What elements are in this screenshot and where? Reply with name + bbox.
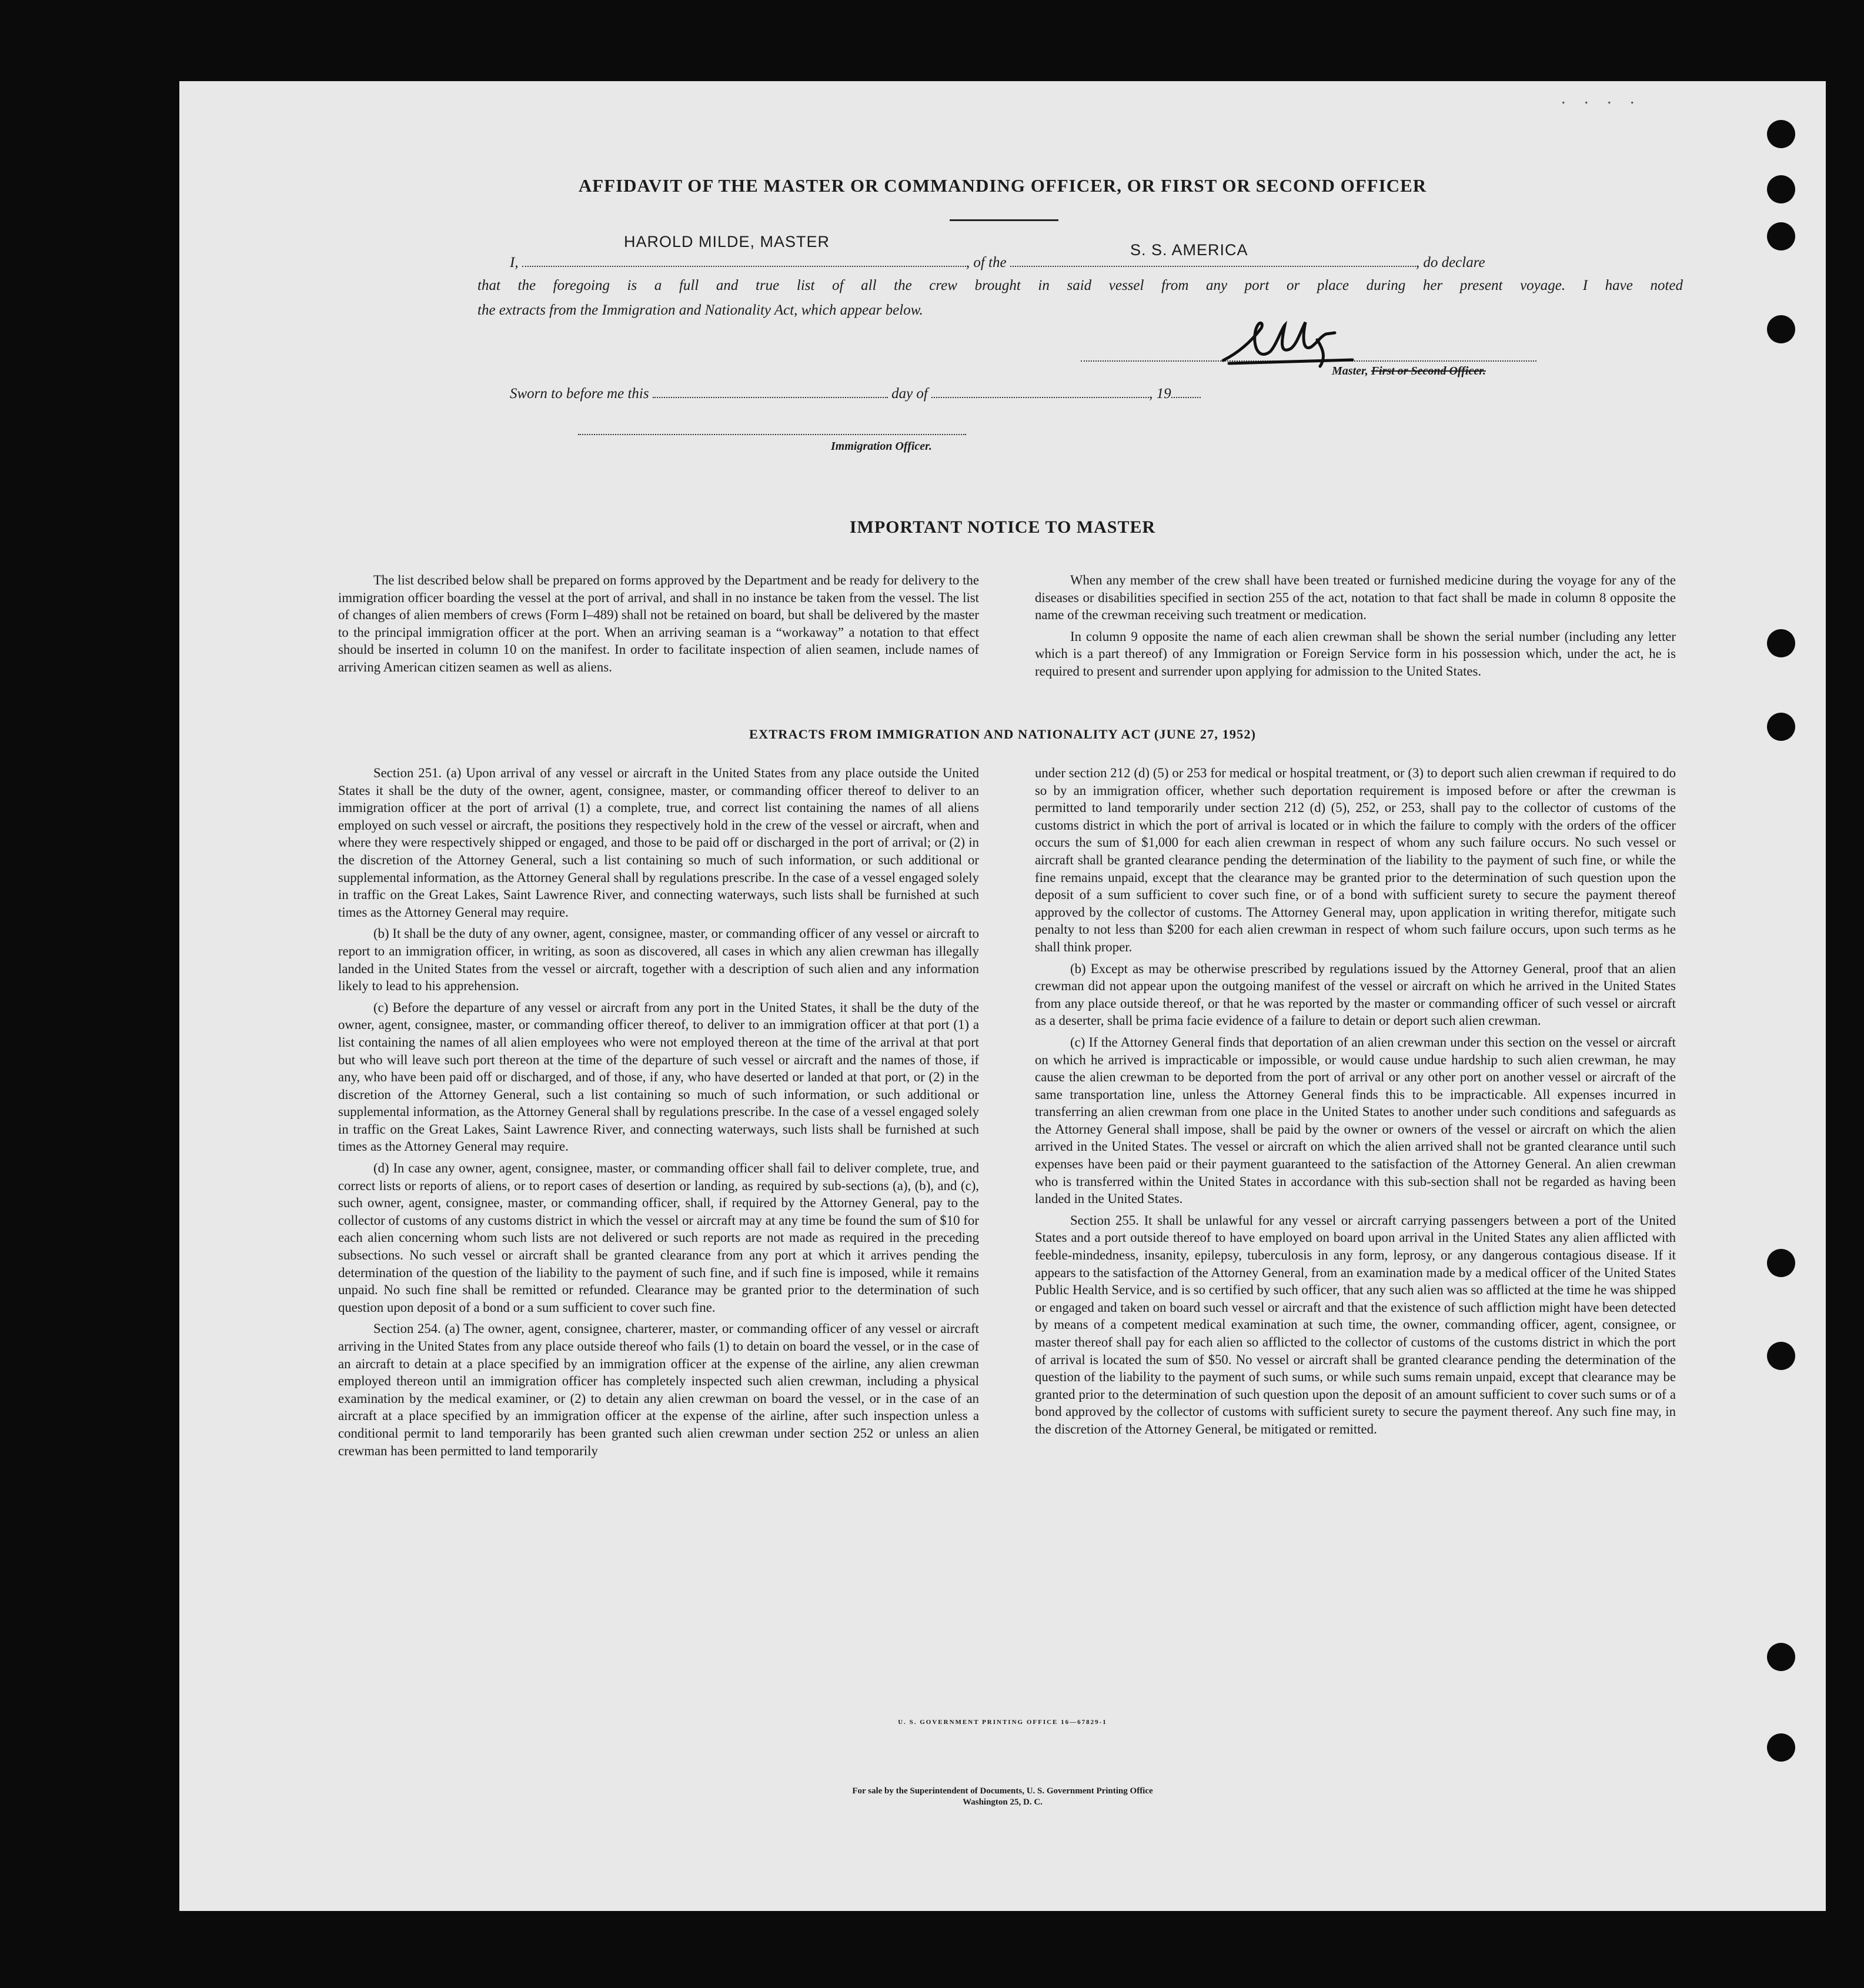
title-divider: [950, 219, 1058, 221]
gpo-imprint: U. S. GOVERNMENT PRINTING OFFICE 16—67829-1: [898, 1719, 1107, 1726]
statement-line-1: that the foregoing is a full and true list of all the crew brought in said vessel from any port or place during her present voyage. I have noted: [477, 278, 1683, 293]
for-sale-line-1: For sale by the Superintendent of Documents, U. S. Government Printing Office: [852, 1786, 1153, 1796]
punch-hole: [1767, 1643, 1795, 1671]
punch-hole: [1767, 1342, 1795, 1370]
struck-officer-text: First or Second Officer.: [1371, 365, 1486, 377]
declaration-line: [510, 253, 1485, 271]
notice-title: IMPORTANT NOTICE TO MASTER: [849, 517, 1156, 537]
section-251-a: Section 251. (a) Upon arrival of any vessel or aircraft in the United States from any place outside the United States it shall be the duty of the owner, agent, consignee, master, or commanding officer thereof to deliver to an immigration officer at the port of arrival (1) a complete, true, and correct list containing the names of all aliens employed on such vessel or aircraft, the positions they respectively hold in the crew of the vessel or aircraft, when and where they were respectively shipped or engaged, and those to be paid off or discharged in the port of arrival; or (2) in the discretion of the Attorney General, such a list containing so much of such information, or such additional or supplemental information, as the Attorney General shall by regulations prescribe. In the case of a vessel engaged solely in traffic on the Great Lakes, Saint Lawrence River, and connecting waterways, such lists shall be furnished at such times as the Attorney General may require.: [338, 766, 979, 920]
section-254-c: (c) If the Attorney General finds that deportation of an alien crewman under this section on the vessel or aircraft on which he arrived is impracticable or impossible, or would cause undue hardship to such alien crewman, he may cause the alien crewman to be deported from the port of arrival or any other port on another vessel or aircraft of the same transportation line, unless the Attorney General finds this to be impracticable. All expenses incurred in transferring an alien crewman from one place in the United States to another under such conditions and safeguards as the Attorney General shall impose, shall be paid by the owner or owners of the vessel or aircraft on which the alien arrived in the United States. The vessel or aircraft on which the alien arrived shall not be granted clearance until such expenses have been paid or their payment guaranteed to the satisfaction of the Attorney General. An alien crewman who is transferred within the United States in accordance with this sub-section shall not be regarded as having been landed in the United States.: [1035, 1034, 1676, 1207]
extracts-right-column: [1035, 764, 1676, 1442]
punch-hole: [1767, 120, 1795, 148]
sworn-day-field: [653, 384, 888, 398]
sworn-month-field: [931, 384, 1149, 398]
officer-signature-line: [578, 434, 966, 435]
punch-hole: [1767, 1733, 1795, 1762]
notice-right-paragraph-1: When any member of the crew shall have been treated or furnished medicine during the voyage for any of the diseases or disabilities specified in section 255 of the act, notation to that fact shall be made in column 8 opposite the name of the crewman receiving such treatment or medication.: [1035, 573, 1676, 623]
section-254-a-continued: under section 212 (d) (5) or 253 for medical or hospital treatment, or (3) to deport such alien crewman if required to do so by an immigration officer, whether such deportation requirement is imposed before or after the crewman is permitted to land temporarily under section 212 (d) (5), 252, or 253, shall pay to the collector of customs of the customs district in which the port of arrival is located or in which the failure to comply with the orders of the officer occurs the sum of $1,000 for each alien crewman in respect of whom any such failure occurs. No such vessel or aircraft shall be granted clearance pending the determination of the liability to the payment of such fine, or while the fine remains unpaid, except that the clearance may be granted prior to the determination of such question upon the deposit of a sum sufficient to cover such fine, or of a bond with sufficient surety to secure the payment thereof approved by the collector of customs. The Attorney General may, upon application in writing therefor, mitigate such penalty to not less than $200 for each alien crewman in respect of whom such failure occurs, upon such terms as he shall think proper.: [1035, 766, 1676, 954]
master-name-field: [522, 253, 966, 267]
for-sale-notice: [179, 1786, 1826, 1808]
punch-hole: [1767, 315, 1795, 343]
punch-hole: [1767, 222, 1795, 250]
do-declare-label: , do declare: [1415, 255, 1485, 270]
extracts-left-column: [338, 764, 979, 1464]
punch-hole: [1767, 175, 1795, 203]
notice-left-paragraph: The list described below shall be prepared on forms approved by the Department and be ready for delivery to the immigration officer boarding the vessel at the port of arrival, and shall in no instance be taken from the vessel. The list of changes of alien members of crews (Form I–489) shall not be retained on board, but shall be delivered by the master to the principal immigration officer at the port. When an arriving seaman is a “workaway” a notation to that effect should be inserted in column 10 on the manifest. In order to facilitate inspection of alien seamen, include names of arriving American citizen seamen as well as aliens.: [338, 573, 979, 674]
signature-caption: Master, First or Second Officer.: [1332, 365, 1486, 377]
section-251-c: (c) Before the departure of any vessel or aircraft from any port in the United States, it shall be the duty of the owner, agent, consignee, master, or commanding officer thereof, to deliver to an immigration officer at that port (1) a list containing the names of all alien employees who were not employed thereon at the time of the arrival at that port but who will leave such port thereon at the time of the departure of such vessel or aircraft and the names of those, if any, who have been paid off or discharged, and of those, if any, who have deserted or landed at that port, or (2) in the discretion of the Attorney General, such a list containing so much of such information, or such additional or supplemental information, as the Attorney General shall by regulations prescribe. In the case of a vessel engaged solely in traffic on the Great Lakes, Saint Lawrence River, and connecting waterways, such lists shall be furnished at such times as the Attorney General may require.: [338, 1000, 979, 1154]
section-255: Section 255. It shall be unlawful for any vessel or aircraft carrying passengers between a port of the United States and a port outside thereof to have employed on board upon arrival in the United States any alien afflicted with feeble-mindedness, insanity, epilepsy, tuberculosis in any form, leprosy, or any dangerous contagious disease. If it appears to the satisfaction of the Attorney General, from an examination made by a medical officer of the United States Public Health Service, and is so certified by such officer, that any such alien was so afflicted at the time he was shipped or engaged and taken on board such vessel or aircraft and that the existence of such affliction might have been detected by means of a competent medical examination at such time, the owner, commanding officer, agent, consignee, or master thereof shall pay for each alien so afflicted to the collector of customs of the customs district in which the port of arrival is located the sum of $50. No vessel or aircraft shall be granted clearance pending the determination of the question of the liability to the payment of such sums, or while such sums remain unpaid, except that clearance may be granted prior to the determination of such question upon the deposit of an amount sufficient to cover such sums or of a bond approved by the collector of customs with sufficient surety to secure the payment thereof. Any such fine may, in the discretion of the Attorney General, be mitigated or remitted.: [1035, 1212, 1676, 1436]
section-254-a: Section 254. (a) The owner, agent, consignee, charterer, master, or commanding officer of any vessel or aircraft arriving in the United States from any place outside thereof who fails (1) to detain on board the vessel, or in the case of an aircraft to detain at a place specified by an immigration officer at the expense of the airline, any alien crewman employed thereon until an immigration officer has completely inspected such alien crewman, including a physical examination by the medical examiner, or (2) to detain any alien crewman on board the vessel, or in the case of an aircraft at a place specified by an immigration officer at the expense of the airline, after such inspection unless a conditional permit to land temporarily has been granted such alien crewman under section 252 or unless an alien crewman has been permitted to land temporarily: [338, 1321, 979, 1458]
for-sale-line-2: Washington 25, D. C.: [963, 1797, 1043, 1807]
notice-left-column: [338, 572, 979, 680]
section-254-b: (b) Except as may be otherwise prescribed by regulations issued by the Attorney General, proof that an alien crewman did not appear upon the outgoing manifest of the vessel or aircraft on which he arrived in the United States from any place outside thereof, or that he was reported by the master or commanding officer of such vessel or aircraft as a deserter, shall be prima facie evidence of a failure to detain or deport such alien crewman.: [1035, 961, 1676, 1028]
punch-hole: [1767, 629, 1795, 657]
extracts-title: EXTRACTS FROM IMMIGRATION AND NATIONALITY ACT (JUNE 27, 1952): [749, 727, 1257, 741]
officer-caption: Immigration Officer.: [831, 440, 932, 453]
punch-hole: [1767, 713, 1795, 741]
sworn-line: [510, 384, 1201, 402]
document-page: [179, 81, 1826, 1911]
scan-speckles: . . . .: [1561, 88, 1642, 108]
notice-right-paragraph-2: In column 9 opposite the name of each alien crewman shall be shown the serial number (including any letter which is a part thereof) of any Immigration or Foreign Service form in his possession which, under the act, he is required to present and surrender upon applying for admission to the United States.: [1035, 629, 1676, 679]
affidavit-title: AFFIDAVIT OF THE MASTER OR COMMANDING OFFICER, OR FIRST OR SECOND OFFICER: [578, 175, 1427, 196]
vessel-name-value: S. S. AMERICA: [1130, 241, 1248, 259]
statement-line-2: the extracts from the Immigration and Nationality Act, which appear below.: [477, 302, 923, 318]
punch-hole: [1767, 1249, 1795, 1277]
i-label: I,: [510, 255, 519, 270]
of-the-label: , of the: [966, 255, 1007, 270]
section-251-b: (b) It shall be the duty of any owner, agent, consignee, master, or commanding officer of any vessel or aircraft to report to an immigration officer, in writing, as soon as discovered, all cases in which any alien crewman has illegally landed in the United States from the vessel or aircraft, together with a description of such alien and any information likely to lead to his apprehension.: [338, 926, 979, 994]
notice-right-column: [1035, 572, 1676, 684]
sworn-label: Sworn to before me this: [510, 386, 649, 402]
master-name-value: HAROLD MILDE, MASTER: [624, 233, 830, 250]
year-label: , 19: [1149, 386, 1171, 402]
sworn-year-field: [1171, 384, 1201, 398]
day-of-label: day of: [891, 386, 928, 402]
section-251-d: (d) In case any owner, agent, consignee, master, or commanding officer shall fail to deliver complete, true, and correct lists or reports of aliens, or to report cases of desertion or landing, as required by sub-sections (a), (b), and (c), such owner, agent, consignee, master, or commanding officer, shall, if required by the Attorney General, pay to the collector of customs of any customs district in which the vessel or aircraft may at any time be found the sum of $10 for each alien concerning whom such lists are not delivered or such reports are not made as required in the preceding subsections. No such vessel or aircraft shall be granted clearance from any port at which it arrives pending the determination of the question of the liability to the payment of such fine, and if such fine is imposed, while it remains unpaid. No such fine shall be remitted or refunded. Clearance may be granted prior to the determination of such question upon deposit of a bond or a sum sufficient to cover such fine.: [338, 1161, 979, 1315]
